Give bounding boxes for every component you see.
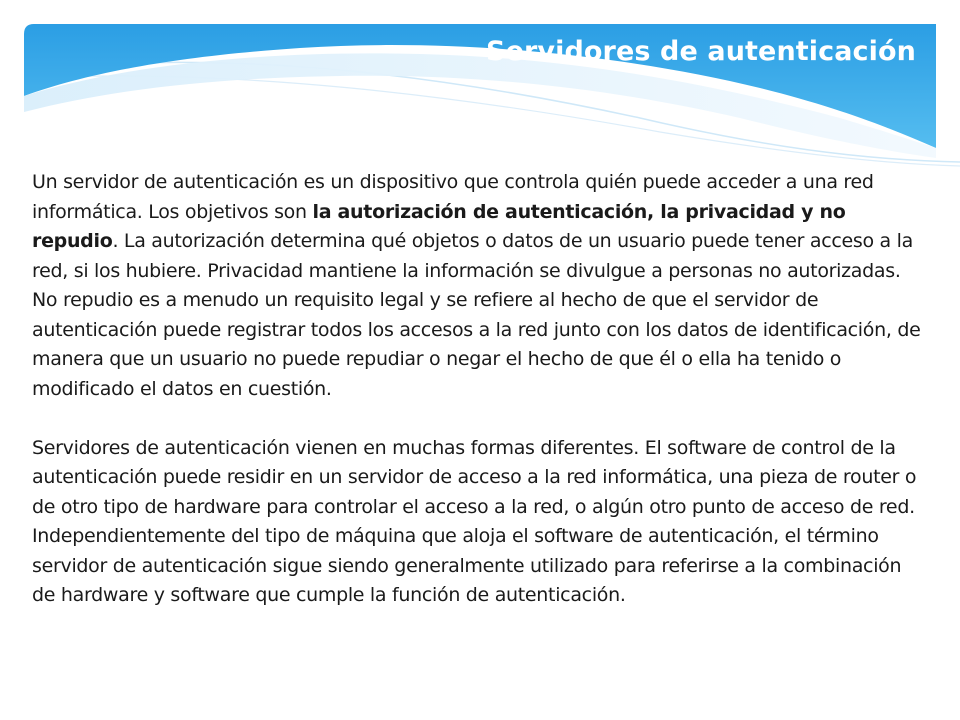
- slide-title: Servidores de autenticación: [486, 36, 916, 67]
- paragraph-1-part-2: . La autorización determina qué objetos o datos de un usuario puede tener acceso a la red, si los hubiere. Privacidad mantiene la información se divulgue a personas no autorizadas. No repudio es a menudo un requisito legal y se refiere al hecho de que el servidor de autenticación puede registrar todos los accesos a la red junto con los datos de identificación, de manera que un usuario no puede repudiar o negar el hecho de que él o ella ha tenido o modificado el datos en cuestión.: [32, 230, 921, 400]
- paragraph-1-bold: la autorización de autenticación, la privacidad y no repudio: [32, 200, 846, 252]
- header-banner: [0, 0, 960, 170]
- paragraph-1: [32, 168, 930, 404]
- paragraph-1-part-1: Un servidor de autenticación es un dispositivo que controla quién puede acceder a una red informática. Los objetivos son: [32, 171, 874, 223]
- body-text: [32, 168, 930, 611]
- paragraph-2: Servidores de autenticación vienen en muchas formas diferentes. El software de control de la autenticación puede residir en un servidor de acceso a la red informática, una pieza de router o de otro tipo de hardware para controlar el acceso a la red, o algún otro punto de acceso de red. Independientemente del tipo de máquina que aloja el software de autenticación, el término servidor de autenticación sigue siendo generalmente utilizado para referirse a la combinación de hardware y software que cumple la función de autenticación.: [32, 436, 917, 606]
